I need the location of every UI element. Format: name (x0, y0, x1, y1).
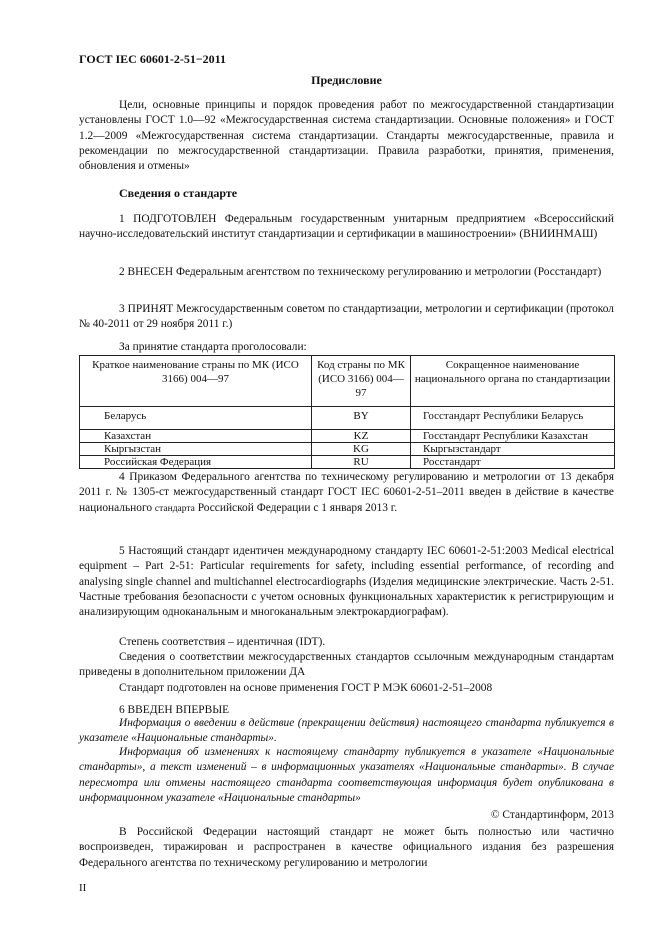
header-country: Краткое наименование страны по МК (ИСО 3166) 004—97 (80, 356, 312, 407)
final-paragraph: В Российской Федерации настоящий стандарт не может быть полностью или частично воспроизведен, тиражирован и распространен в качестве официального издания без разрешения Федерального агентства по техническому регулированию и метрологии (79, 826, 614, 869)
info-item-2: 2 ВНЕСЕН Федеральным агентством по техническому регулированию и метрологии (Росстандарт) (119, 266, 602, 278)
voting-table (79, 355, 615, 469)
document-code-header: ГОСТ IEC 60601-2-51−2011 (79, 52, 226, 66)
info-item-3: 3 ПРИНЯТ Межгосударственным советом по стандартизации, метрологии и сертификации (протокол № 40-2011 от 29 ноября 2011 г.) (79, 303, 614, 331)
table-header-row (80, 356, 615, 407)
preface-text: Цели, основные принципы и порядок проведения работ по межгосударственной стандартизации установлены ГОСТ 1.0—92 «Межгосударственная система стандартизации. Основные положения» и ГОСТ 1.2—2009 «Межгосударственная система стандартизации. Стандарты межгосударственные, правила и рекомендации по межгосударственной стандартизации. Правила разработки, принятия, применения, обновления и отмены» (79, 99, 614, 173)
info-item-1: 1 ПОДГОТОВЛЕН Федеральным государственным унитарным предприятием «Всероссийский научно-исследовательский институт стандартизации и сертификации в машиностроении» (ВНИИНМАШ) (79, 213, 614, 241)
page-number: II (79, 882, 87, 894)
table-row: Беларусь BY Госстандарт Республики Беларусь (80, 407, 615, 430)
preface-title: Предисловие (311, 73, 382, 87)
info-item-4: 4 Приказом Федерального агентства по техническому регулированию и метрологии от 13 декабря 2011 г. № 1305-ст межгосударственный стандарт ГОСТ IEC 60601-2-51–2011 введен в действие в качестве национального стандарта Российской Федерации с 1 января 2013 г. (79, 471, 614, 514)
vote-caption: За принятие стандарта проголосовали: (119, 341, 307, 353)
references-line: Сведения о соответствии межгосударственных стандартов ссылочным международным стандартам приведены в дополнительном приложении ДА (79, 651, 614, 679)
copyright-line: © Стандартинформ, 2013 (490, 809, 614, 821)
degree-line: Степень соответствия – идентичная (IDT). (119, 636, 326, 648)
header-code: Код страны по МК (ИСО 3166) 004—97 (312, 356, 411, 407)
based-on-line: Стандарт подготовлен на основе применения ГОСТ Р МЭК 60601-2-51–2008 (119, 682, 493, 694)
info-item-6-text-1: Информация о введении в действие (прекращении действия) настоящего стандарта публикуется в указателе «Национальные стандарты». (79, 717, 614, 745)
table-row: Казахстан KZ Госстандарт Республики Казахстан (80, 430, 615, 443)
info-title: Сведения о стандарте (119, 186, 238, 200)
info-item-5: 5 Настоящий стандарт идентичен международному стандарту IEC 60601-2-51:2003 Medical electrical equipment – Part 2-51: Particular requirements for safety, including essential performance, of recording and analysing single channel and multichannel electrocardiographs (Изделия медицинские электрические. Часть 2-51. Частные требования безопасности с учетом основных функциональных характеристик к регистрирующим и анализирующим одноканальным и многоканальным электрокардиографам). (79, 545, 614, 619)
header-body: Сокращенное наименование национального органа по стандартизации (411, 356, 615, 407)
table-row: Российская Федерация RU Росстандарт (80, 456, 615, 469)
info-item-6-text-2: Информация об изменениях к настоящему стандарту публикуется в указателе «Национальные стандарты», а текст изменений – в информационных указателях «Национальные стандарты». В случае пересмотра или отмены настоящего стандарта соответствующая информация будет опубликована в информационном указателе «Национальные стандарты» (79, 746, 614, 804)
table-row: Кыргызстан KG Кыргызстандарт (80, 443, 615, 456)
info-item-6-title: 6 ВВЕДЕН ВПЕРВЫЕ (119, 704, 230, 716)
